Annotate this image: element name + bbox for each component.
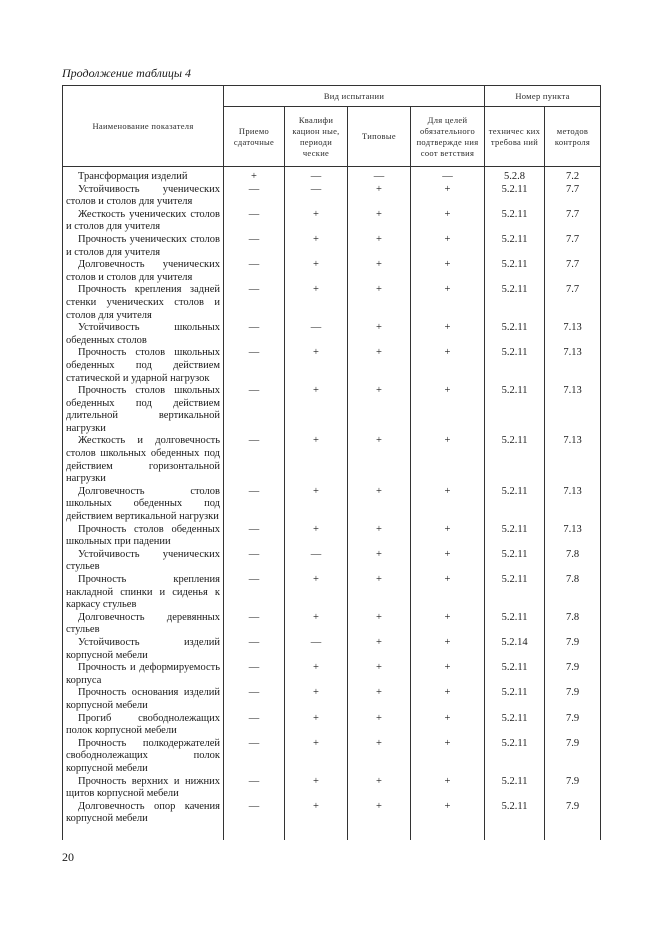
cell-methods: 7.13 [545, 347, 601, 385]
cell-methods: 7.8 [545, 549, 601, 574]
cell-type: + [348, 234, 411, 259]
table-row [63, 662, 601, 687]
header-test-type: Вид испытании [224, 86, 485, 107]
cell-acceptance: — [224, 486, 285, 524]
cell-requirements: 5.2.11 [485, 486, 545, 524]
table-row [63, 713, 601, 738]
cell-type: + [348, 738, 411, 776]
table-row [63, 524, 601, 549]
cell-certification: + [411, 385, 485, 435]
cell-type: + [348, 713, 411, 738]
cell-acceptance: — [224, 549, 285, 574]
cell-acceptance: — [224, 713, 285, 738]
row-name: Прочность основания изделий корпусной мебели [63, 687, 224, 712]
cell-acceptance: — [224, 184, 285, 209]
cell-requirements: 5.2.14 [485, 637, 545, 662]
cell-certification: + [411, 801, 485, 826]
cell-methods: 7.13 [545, 524, 601, 549]
cell-certification: + [411, 184, 485, 209]
cell-requirements: 5.2.11 [485, 687, 545, 712]
cell-requirements: 5.2.11 [485, 738, 545, 776]
cell-requirements: 5.2.11 [485, 385, 545, 435]
table-row [63, 687, 601, 712]
cell-type: + [348, 687, 411, 712]
cell-requirements: 5.2.11 [485, 524, 545, 549]
cell-requirements: 5.2.11 [485, 209, 545, 234]
cell-qualification: + [285, 776, 348, 801]
cell-acceptance: — [224, 687, 285, 712]
cell-requirements: 5.2.11 [485, 435, 545, 485]
row-name: Долговечность опор качения корпусной мебели [63, 801, 224, 826]
cell-certification: + [411, 322, 485, 347]
table-row [63, 801, 601, 826]
cell-acceptance: — [224, 322, 285, 347]
cell-type: + [348, 637, 411, 662]
cell-certification: + [411, 738, 485, 776]
cell-certification: + [411, 234, 485, 259]
table-row [63, 612, 601, 637]
cell-qualification: — [285, 322, 348, 347]
cell-methods: 7.7 [545, 259, 601, 284]
cell-methods: 7.8 [545, 574, 601, 612]
cell-methods: 7.7 [545, 209, 601, 234]
cell-methods: 7.9 [545, 776, 601, 801]
cell-methods: 7.9 [545, 713, 601, 738]
row-name: Прочность крепления накладной спинки и сиденья к каркасу стульев [63, 574, 224, 612]
cell-certification: + [411, 574, 485, 612]
cell-acceptance: — [224, 209, 285, 234]
row-name: Прогиб свободнолежащих полок корпусной мебели [63, 713, 224, 738]
cell-qualification: + [285, 612, 348, 637]
cell-qualification: + [285, 284, 348, 322]
row-name: Прочность полкодержателей свободнолежащих полок корпусной мебели [63, 738, 224, 776]
cell-qualification: + [285, 662, 348, 687]
cell-type: + [348, 435, 411, 485]
row-name: Жесткость и долговечность столов школьных обеденных под действием горизонтальной нагрузки [63, 435, 224, 485]
cell-certification: + [411, 284, 485, 322]
cell-qualification: + [285, 234, 348, 259]
table-row [63, 637, 601, 662]
cell-methods: 7.9 [545, 637, 601, 662]
cell-requirements: 5.2.11 [485, 612, 545, 637]
header-type: Типовые [348, 107, 411, 167]
cell-type: + [348, 549, 411, 574]
cell-certification: — [411, 171, 485, 184]
cell-type: + [348, 184, 411, 209]
cell-requirements: 5.2.11 [485, 347, 545, 385]
cell-methods: 7.2 [545, 171, 601, 184]
cell-type: + [348, 209, 411, 234]
table-row [63, 486, 601, 524]
cell-requirements: 5.2.11 [485, 259, 545, 284]
cell-acceptance: — [224, 574, 285, 612]
cell-qualification: + [285, 801, 348, 826]
cell-certification: + [411, 549, 485, 574]
cell-acceptance: — [224, 259, 285, 284]
table-row [63, 574, 601, 612]
table-row [63, 435, 601, 485]
header-methods: методов контроля [545, 107, 601, 167]
row-name: Жесткость ученических столов и столов для учителя [63, 209, 224, 234]
cell-certification: + [411, 435, 485, 485]
cell-certification: + [411, 637, 485, 662]
table-row [63, 549, 601, 574]
header-name: Наименование показателя [63, 86, 224, 167]
cell-type: + [348, 776, 411, 801]
cell-certification: + [411, 209, 485, 234]
cell-type: + [348, 347, 411, 385]
cell-requirements: 5.2.11 [485, 322, 545, 347]
cell-type: + [348, 322, 411, 347]
table-row [63, 347, 601, 385]
table-row [63, 284, 601, 322]
row-name: Прочность и деформируемость корпуса [63, 662, 224, 687]
cell-qualification: — [285, 637, 348, 662]
cell-certification: + [411, 259, 485, 284]
cell-methods: 7.9 [545, 687, 601, 712]
cell-certification: + [411, 662, 485, 687]
test-table [62, 85, 601, 840]
cell-requirements: 5.2.11 [485, 184, 545, 209]
row-name: Прочность верхних и нижних щитов корпусной мебели [63, 776, 224, 801]
cell-acceptance: — [224, 801, 285, 826]
row-name: Устойчивость ученических стульев [63, 549, 224, 574]
table-row [63, 385, 601, 435]
cell-methods: 7.13 [545, 435, 601, 485]
row-name: Долговечность ученических столов и столов для учителя [63, 259, 224, 284]
cell-acceptance: — [224, 435, 285, 485]
cell-acceptance: — [224, 738, 285, 776]
row-name: Прочность ученических столов и столов для учителя [63, 234, 224, 259]
cell-qualification: + [285, 385, 348, 435]
cell-acceptance: — [224, 284, 285, 322]
cell-requirements: 5.2.11 [485, 801, 545, 826]
cell-qualification: — [285, 184, 348, 209]
header-certification: Для целей обязательного подтвержде ния соот ветствия [411, 107, 485, 167]
cell-certification: + [411, 713, 485, 738]
cell-acceptance: — [224, 524, 285, 549]
cell-methods: 7.13 [545, 385, 601, 435]
cell-requirements: 5.2.11 [485, 549, 545, 574]
row-name: Прочность столов школьных обеденных под действием статической и ударной нагрузок [63, 347, 224, 385]
cell-qualification: — [285, 171, 348, 184]
cell-certification: + [411, 347, 485, 385]
cell-certification: + [411, 524, 485, 549]
row-name: Трансформация изделий [63, 171, 224, 184]
cell-methods: 7.13 [545, 486, 601, 524]
cell-certification: + [411, 486, 485, 524]
header-clause-number: Номер пункта [485, 86, 601, 107]
cell-requirements: 5.2.11 [485, 574, 545, 612]
cell-type: + [348, 284, 411, 322]
header-qualification: Квалифи кацион ные, периоди ческие [285, 107, 348, 167]
cell-requirements: 5.2.11 [485, 776, 545, 801]
row-name: Устойчивость ученических столов и столов для учителя [63, 184, 224, 209]
cell-acceptance: + [224, 171, 285, 184]
cell-qualification: + [285, 738, 348, 776]
cell-certification: + [411, 776, 485, 801]
cell-methods: 7.7 [545, 234, 601, 259]
cell-acceptance: — [224, 776, 285, 801]
cell-type: — [348, 171, 411, 184]
row-name: Прочность столов школьных обеденных под действием длительной вертикальной нагрузки [63, 385, 224, 435]
cell-qualification: + [285, 687, 348, 712]
filler-row [63, 826, 601, 840]
cell-methods: 7.13 [545, 322, 601, 347]
row-name: Устойчивость изделий корпусной мебели [63, 637, 224, 662]
row-name: Долговечность деревянных стульев [63, 612, 224, 637]
cell-qualification: + [285, 713, 348, 738]
cell-type: + [348, 486, 411, 524]
cell-type: + [348, 385, 411, 435]
cell-methods: 7.9 [545, 738, 601, 776]
row-name: Устойчивость школьных обеденных столов [63, 322, 224, 347]
cell-qualification: — [285, 549, 348, 574]
table-row [63, 171, 601, 184]
header-acceptance: Приемо сдаточные [224, 107, 285, 167]
cell-qualification: + [285, 524, 348, 549]
cell-type: + [348, 259, 411, 284]
table-row [63, 322, 601, 347]
cell-type: + [348, 612, 411, 637]
cell-methods: 7.9 [545, 662, 601, 687]
cell-acceptance: — [224, 637, 285, 662]
cell-qualification: + [285, 435, 348, 485]
cell-type: + [348, 524, 411, 549]
cell-qualification: + [285, 574, 348, 612]
cell-methods: 7.7 [545, 184, 601, 209]
header-requirements: техничес ких требова ний [485, 107, 545, 167]
cell-methods: 7.9 [545, 801, 601, 826]
table-row [63, 776, 601, 801]
cell-qualification: + [285, 347, 348, 385]
cell-methods: 7.8 [545, 612, 601, 637]
cell-qualification: + [285, 486, 348, 524]
cell-qualification: + [285, 259, 348, 284]
cell-certification: + [411, 612, 485, 637]
cell-requirements: 5.2.11 [485, 662, 545, 687]
table-row [63, 209, 601, 234]
cell-requirements: 5.2.11 [485, 713, 545, 738]
cell-acceptance: — [224, 385, 285, 435]
cell-acceptance: — [224, 234, 285, 259]
table-body [63, 167, 601, 840]
cell-type: + [348, 574, 411, 612]
cell-type: + [348, 801, 411, 826]
cell-requirements: 5.2.11 [485, 284, 545, 322]
row-name: Прочность крепления задней стенки ученических столов и столов для учителя [63, 284, 224, 322]
cell-methods: 7.7 [545, 284, 601, 322]
row-name: Долговечность столов школьных обеденных под действием вертикальной нагрузки [63, 486, 224, 524]
table-row [63, 259, 601, 284]
table-row [63, 234, 601, 259]
page-number: 20 [62, 850, 74, 864]
row-name: Прочность столов обеденных школьных при падении [63, 524, 224, 549]
table-row [63, 738, 601, 776]
cell-type: + [348, 662, 411, 687]
cell-acceptance: — [224, 612, 285, 637]
cell-certification: + [411, 687, 485, 712]
cell-acceptance: — [224, 347, 285, 385]
table-caption: Продолжение таблицы 4 [62, 66, 192, 80]
cell-acceptance: — [224, 662, 285, 687]
cell-qualification: + [285, 209, 348, 234]
cell-requirements: 5.2.8 [485, 171, 545, 184]
table-row [63, 184, 601, 209]
cell-requirements: 5.2.11 [485, 234, 545, 259]
